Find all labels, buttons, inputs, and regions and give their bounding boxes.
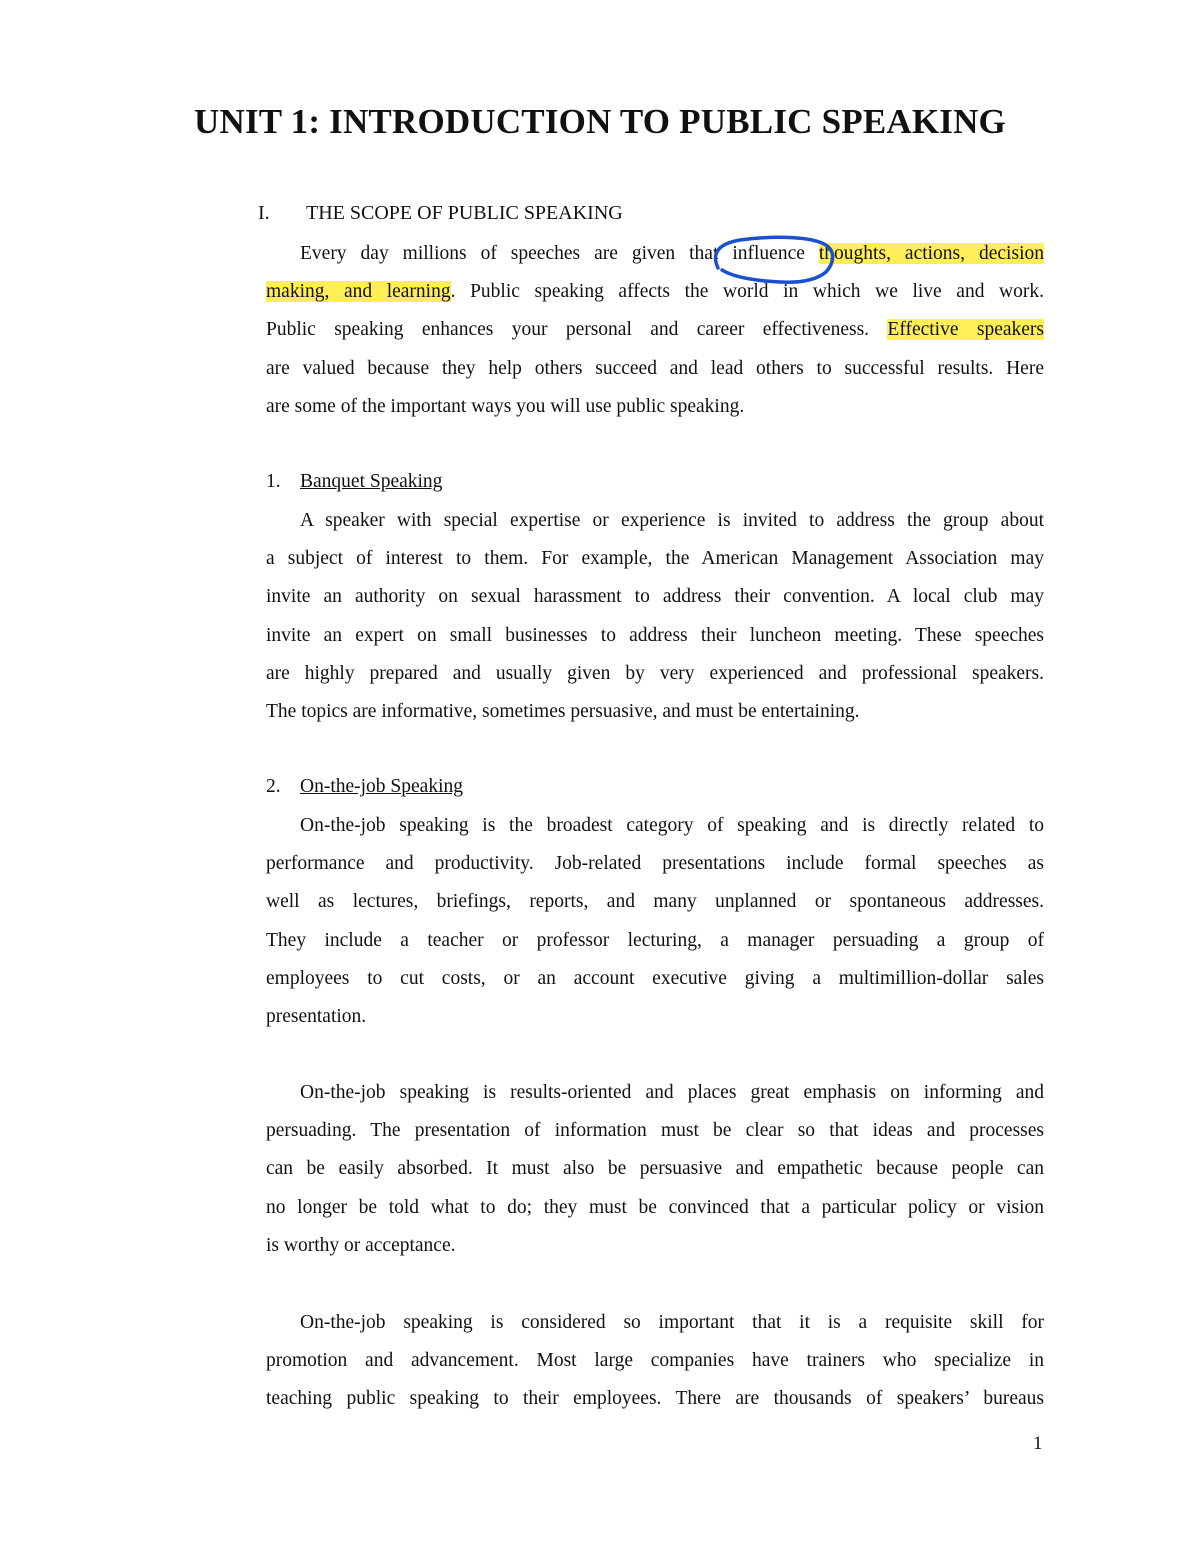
text-line: invite an expert on small businesses to address their luncheon meeting. These speeches <box>266 624 1044 646</box>
text-line: well as lectures, briefings, reports, and many unplanned or spontaneous addresses. <box>266 891 1044 913</box>
on-the-job-paragraph-2 <box>266 1074 1044 1265</box>
on-the-job-paragraph-3 <box>266 1304 1044 1419</box>
highlighted-text: Effective speakers <box>887 319 1045 341</box>
text-line: are highly prepared and usually given by very experienced and professional speakers. <box>266 662 1044 684</box>
page-title: UNIT 1: INTRODUCTION TO PUBLIC SPEAKING <box>194 102 1006 141</box>
intro-text: . Public speaking affects the world in which we live and work. <box>450 281 1044 303</box>
item-number: 1. <box>266 471 281 492</box>
text-line: On-the-job speaking is the broadest category of speaking and is directly related to <box>300 815 1044 836</box>
text-line: They include a teacher or professor lecturing, a manager persuading a group of <box>266 929 1044 951</box>
intro-line-2 <box>266 273 1044 311</box>
text-line: A speaker with special expertise or experience is invited to address the group about <box>300 510 1044 531</box>
intro-paragraph <box>266 235 1044 426</box>
section-heading <box>258 202 623 225</box>
text-line: can be easily absorbed. It must also be persuasive and empathetic because people can <box>266 1158 1044 1180</box>
intro-line-5: are some of the important ways you will use public speaking. <box>266 395 745 417</box>
text-line: promotion and advancement. Most large companies have trainers who specialize in <box>266 1350 1044 1372</box>
item-heading-banquet <box>266 471 442 493</box>
banquet-paragraph <box>266 502 1044 731</box>
highlighted-text: thoughts, actions, decision <box>818 243 1044 264</box>
text-line: a subject of interest to them. For example, the American Management Association may <box>266 548 1044 570</box>
text-line: invite an authority on sexual harassment to address their convention. A local club may <box>266 586 1044 608</box>
intro-line-1 <box>266 235 1044 273</box>
section-number: I. <box>258 202 270 224</box>
text-line: The topics are informative, sometimes persuasive, and must be entertaining. <box>266 701 860 723</box>
text-line: presentation. <box>266 1006 367 1028</box>
item-heading-on-the-job <box>266 776 463 798</box>
text-line: On-the-job speaking is considered so important that it is a requisite skill for <box>300 1312 1044 1333</box>
item-number: 2. <box>266 776 281 797</box>
text-line: On-the-job speaking is results-oriented and places great emphasis on informing and <box>300 1082 1044 1103</box>
intro-text: Public speaking enhances your personal and career effectiveness. <box>266 319 888 341</box>
text-line: is worthy or acceptance. <box>266 1234 456 1256</box>
text-line: performance and productivity. Job-related presentations include formal speeches as <box>266 853 1044 875</box>
text-line: teaching public speaking to their employees. There are thousands of speakers’ bureaus <box>266 1388 1044 1410</box>
text-line: persuading. The presentation of information must be clear so that ideas and processes <box>266 1120 1044 1142</box>
page-number: 1 <box>1033 1433 1043 1454</box>
intro-line-4: are valued because they help others succeed and lead others to successful results. Here <box>266 357 1044 379</box>
highlighted-text: making, and learning <box>266 281 451 303</box>
intro-text: Every day millions of speeches are given that influence <box>300 243 819 264</box>
on-the-job-paragraph-1 <box>266 807 1044 1036</box>
intro-line-3 <box>266 311 1044 349</box>
item-title: Banquet Speaking <box>300 471 443 492</box>
text-line: employees to cut costs, or an account executive giving a multimillion-dollar sales <box>266 967 1044 989</box>
section-title: THE SCOPE OF PUBLIC SPEAKING <box>306 202 623 224</box>
item-title: On-the-job Speaking <box>300 776 464 797</box>
text-line: no longer be told what to do; they must be convinced that a particular policy or vision <box>266 1196 1044 1218</box>
